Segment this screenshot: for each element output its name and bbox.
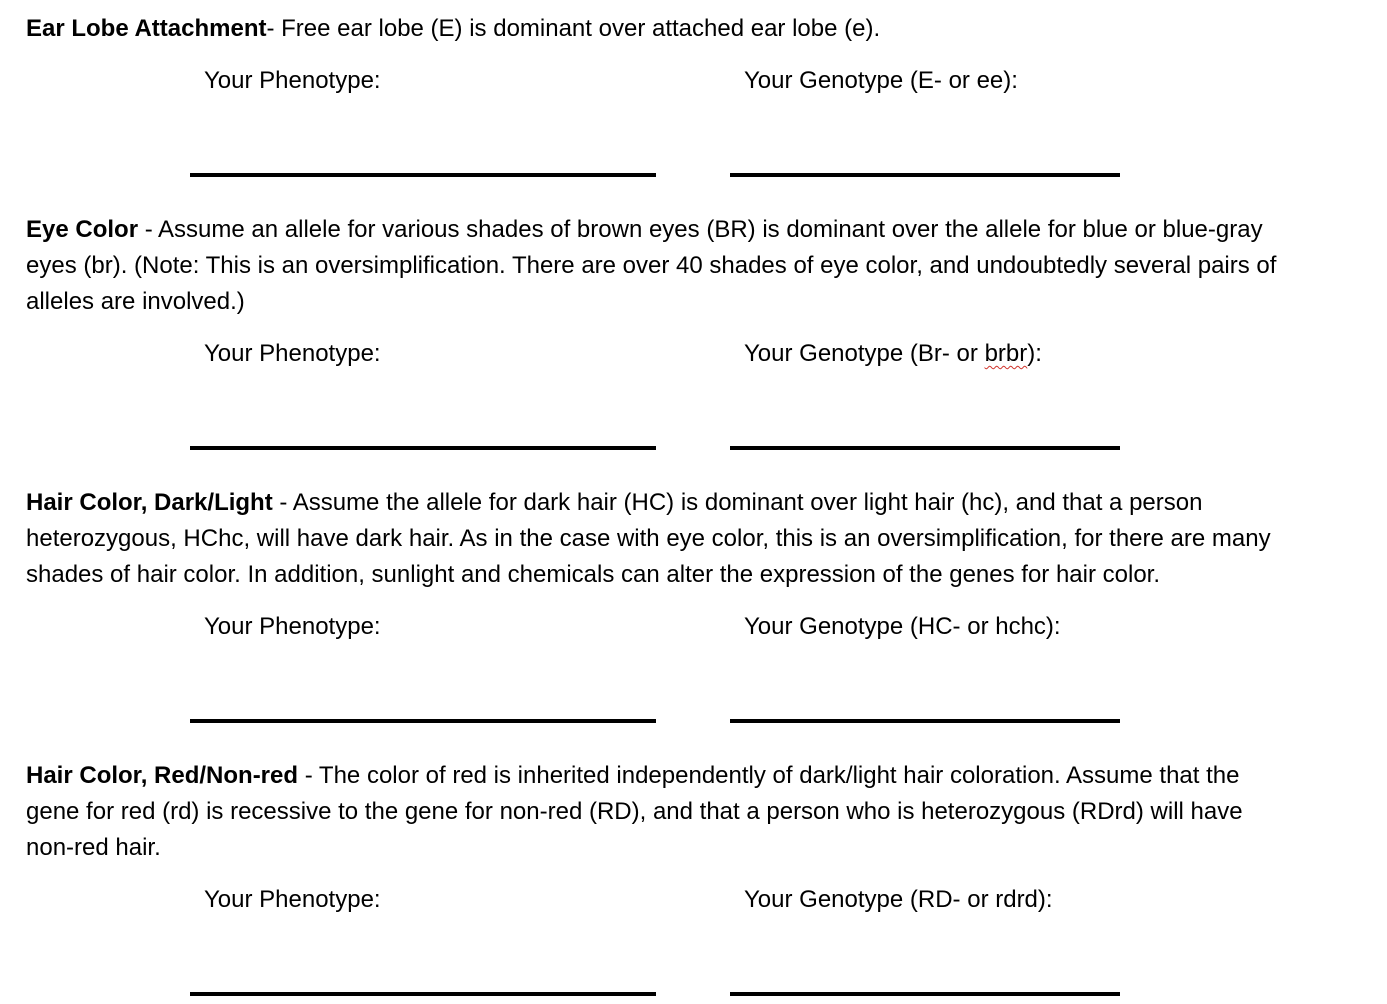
trait-name: Hair Color, Red/Non-red bbox=[26, 762, 299, 789]
phenotype-answer-line[interactable] bbox=[190, 719, 656, 723]
description-line: - Assume the allele for dark hair (HC) is dominant over light hair (hc), and that a person bbox=[272, 489, 1203, 516]
genotype-label-end: ): bbox=[1027, 340, 1042, 367]
phenotype-label: Your Phenotype: bbox=[204, 67, 381, 94]
phenotype-label: Your Phenotype: bbox=[204, 340, 381, 367]
phenotype-label: Your Phenotype: bbox=[204, 886, 381, 913]
genotype-label bbox=[744, 339, 1042, 369]
description-line: shades of hair color. In addition, sunlight and chemicals can alter the expression of the genes for hair color. bbox=[26, 561, 1160, 588]
genotype-label: Your Genotype (RD- or rdrd): bbox=[744, 886, 1053, 913]
section-hair-dark-light bbox=[26, 485, 1387, 640]
genotype-answer-line[interactable] bbox=[730, 719, 1120, 723]
genotype-answer-line[interactable] bbox=[730, 992, 1120, 996]
description-line: non-red hair. bbox=[26, 834, 161, 861]
spellcheck-flagged-word: brbr bbox=[984, 340, 1028, 367]
section-description bbox=[26, 758, 1387, 866]
description-line: - Assume an allele for various shades of brown eyes (BR) is dominant over the allele for blue or blue-gray bbox=[138, 216, 1263, 243]
description-line: alleles are involved.) bbox=[26, 288, 245, 315]
section-ear-lobe bbox=[26, 11, 1387, 94]
phenotype-answer-line[interactable] bbox=[190, 992, 656, 996]
phenotype-label: Your Phenotype: bbox=[204, 613, 381, 640]
description-line: - Free ear lobe (E) is dominant over attached ear lobe (e). bbox=[266, 15, 881, 42]
genotype-label-start: Your Genotype (Br- or bbox=[744, 340, 985, 367]
section-description bbox=[26, 485, 1387, 593]
description-line: eyes (br). (Note: This is an oversimplification. There are over 40 shades of eye color, and undoubtedly several pairs of bbox=[26, 252, 1277, 279]
genotype-label: Your Genotype (E- or ee): bbox=[744, 67, 1018, 94]
section-hair-red bbox=[26, 758, 1387, 913]
genotype-answer-line[interactable] bbox=[730, 173, 1120, 177]
genotype-answer-line[interactable] bbox=[730, 446, 1120, 450]
trait-name: Hair Color, Dark/Light bbox=[26, 489, 273, 516]
section-description bbox=[26, 11, 1387, 47]
description-line: - The color of red is inherited independently of dark/light hair coloration. Assume that the bbox=[298, 762, 1240, 789]
section-eye-color bbox=[26, 212, 1387, 367]
description-line: heterozygous, HChc, will have dark hair. As in the case with eye color, this is an oversimplification, for there are many bbox=[26, 525, 1271, 552]
genotype-label: Your Genotype (HC- or hchc): bbox=[744, 613, 1061, 640]
section-description bbox=[26, 212, 1387, 320]
trait-name: Ear Lobe Attachment bbox=[26, 15, 267, 42]
phenotype-answer-line[interactable] bbox=[190, 446, 656, 450]
trait-name: Eye Color bbox=[26, 216, 139, 243]
description-line: gene for red (rd) is recessive to the gene for non-red (RD), and that a person who is heterozygous (RDrd) will have bbox=[26, 798, 1243, 825]
phenotype-answer-line[interactable] bbox=[190, 173, 656, 177]
